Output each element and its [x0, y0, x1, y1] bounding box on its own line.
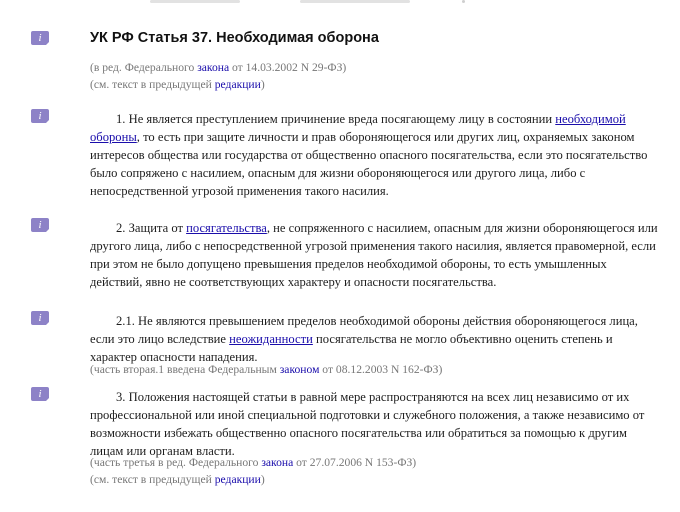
- prev-edition-link[interactable]: редакции: [214, 78, 261, 91]
- para3-note: (часть третья в ред. Федерального закона от 27.07.2006 N 153-ФЗ): [90, 456, 417, 469]
- info-icon[interactable]: i: [31, 31, 49, 45]
- para21-law-link[interactable]: законом: [279, 363, 320, 376]
- para3-prev-note: (см. текст в предыдущей редакции): [90, 473, 265, 486]
- paragraph-1: 1. Не является преступлением причинение вреда посягающему лицу в состоянии необходимой обороны, то есть при защите личности и прав обороняющегося или других лиц, охраняемых законом интересов общества или государства от общественно опасного посягательства, если это посягательство было сопряжено с насилием, опасным для жизни обороняющегося или другого лица, либо с непосредственной угрозой применения такого насилия.: [90, 112, 648, 198]
- top-fragment-segment: [300, 0, 410, 3]
- top-fragment-segment: [150, 0, 240, 3]
- info-icon[interactable]: i: [31, 218, 49, 232]
- para3-prev-edition-link[interactable]: редакции: [214, 473, 261, 486]
- info-icon[interactable]: i: [31, 311, 49, 325]
- edition-note: (в ред. Федерального закона от 14.03.2002 N 29-ФЗ): [90, 61, 347, 74]
- prev-text-note: (см. текст в предыдущей редакции): [90, 78, 265, 91]
- self-defense-link[interactable]: необходимой обороны: [90, 112, 626, 144]
- info-icon[interactable]: i: [31, 387, 49, 401]
- para21-note: (часть вторая.1 введена Федеральным законом от 08.12.2003 N 162-ФЗ): [90, 363, 443, 376]
- paragraph-2-1: 2.1. Не являются превышением пределов необходимой обороны действия обороняющегося лица, если это лицо вследствие неожиданности посягательства не могло объективно оценить степень и характер опасности нападения.: [90, 314, 638, 364]
- info-icon[interactable]: i: [31, 109, 49, 123]
- edition-law-link[interactable]: закона: [197, 61, 230, 74]
- paragraph-3: 3. Положения настоящей статьи в равной мере распространяются на всех лиц независимо от их профессиональной или иной специальной подготовки и служебного положения, а также независимо от возможности избежать общественно опасного посягательства или обратиться за помощью к другим лицам или органам власти.: [90, 390, 645, 458]
- unexpectedness-link[interactable]: неожиданности: [229, 332, 313, 346]
- para3-law-link[interactable]: закона: [261, 456, 294, 469]
- encroachment-link[interactable]: посягательства: [186, 221, 267, 235]
- paragraph-2: 2. Защита от посягательства, не сопряженного с насилием, опасным для жизни обороняющегося или другого лица, либо с непосредственной угрозой применения такого насилия, является правомерной, если при этом не было допущено превышения пределов необходимой обороны, то есть умышленных действий, явно не соответствующих характеру и опасности посягательства.: [90, 221, 658, 289]
- article-title: УК РФ Статья 37. Необходимая оборона: [90, 30, 379, 46]
- top-scroll-fragment: [0, 0, 680, 8]
- top-fragment-dot: [462, 0, 465, 3]
